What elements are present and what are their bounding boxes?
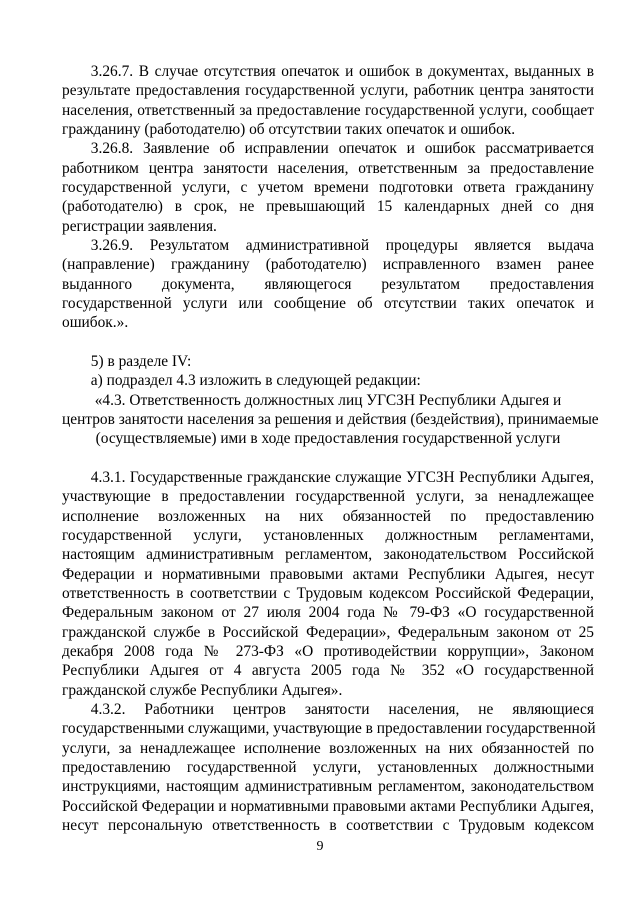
text-line: декабря 2008 года № 273-ФЗ «О противодействии коррупции», Законом (62, 642, 594, 660)
text-line: ответственность в соответствии с Трудовым кодексом Российской Федерации, (62, 584, 594, 602)
text-line: выданного документа, являющегося результатом предоставления (62, 275, 594, 293)
text-line: несут персональную ответственность в соответствии с Трудовым кодексом (62, 816, 594, 834)
text-line: предоставлению государственной услуги, установленных должностными (62, 758, 594, 776)
text-line: результате предоставления государственной услуги, работник центра занятости (62, 82, 594, 100)
text-line (62, 333, 594, 353)
page-number: 9 (316, 839, 324, 854)
text-line: 4.3.2. Работники центров занятости населения, не являющиеся (90, 700, 594, 718)
text-line: ошибок.». (62, 314, 129, 332)
text-line: центров занятости населения за решения и действия (бездействия), принимаемые (62, 410, 599, 428)
text-line: Российской Федерации и нормативными правовыми актами Республики Адыгея, (62, 797, 594, 815)
text-line: а) подраздел 4.3 изложить в следующей редакции: (90, 372, 421, 390)
text-line: гражданской службе Республики Адыгея». (62, 681, 343, 699)
text-line: гражданской службе в Российской Федерации», Федеральным законом от 25 (62, 623, 594, 641)
text-line: 4.3.1. Государственные гражданские служащие УГСЗН Республики Адыгея, (90, 468, 594, 486)
text-line: населения, ответственный за предоставление государственной услуги, сообщает (62, 101, 594, 119)
text-line (62, 449, 594, 469)
text-line: государственными служащими, участвующие в предоставлении государственной (62, 720, 596, 738)
text-line: 3.26.7. В случае отсутствия опечаток и ошибок в документах, выданных в (90, 63, 594, 80)
text-line: 3.26.8. Заявление об исправлении опечаток и ошибок рассматривается (90, 140, 594, 158)
text-line: регистрации заявления. (62, 217, 217, 235)
text-line: государственной услуги или сообщение об отсутствии таких опечаток и (62, 294, 594, 312)
text-line: участвующие в предоставлении государственной услуги, за ненадлежащее (62, 488, 594, 506)
text-line: исполнение возложенных на них обязанностей по предоставлению (62, 507, 594, 525)
text-line: 5) в разделе IV: (90, 352, 192, 370)
text-line: государственной услуги, установленных должностным регламентами, (62, 526, 594, 544)
text-line: (осуществляемые) ими в ходе предоставления государственной услуги (95, 430, 561, 448)
text-line: работником центра занятости населения, ответственным за предоставление (62, 159, 594, 177)
text-line: Республики Адыгея от 4 августа 2005 года № 352 «О государственной (62, 662, 594, 680)
text-line: инструкциями, настоящим административным регламентом, законодательством (62, 778, 594, 796)
text-line: 3.26.9. Результатом административной процедуры является выдача (90, 236, 594, 254)
text-line: настоящим административным регламентом, законодательством Российской (62, 546, 594, 564)
text-line: Федеральным законом от 27 июля 2004 года № 79-ФЗ «О государственной (62, 604, 594, 622)
text-line: Федерации и нормативными правовыми актами Республики Адыгея, несут (62, 565, 594, 583)
text-line: «4.3. Ответственность должностных лиц УГСЗН Республики Адыгея и (94, 391, 562, 409)
text-line: государственной услуги, с учетом времени подготовки ответа гражданину (62, 178, 594, 196)
text-line: (работодателю) в срок, не превышающий 15 календарных дней со дня (62, 198, 594, 216)
text-line: гражданину (работодателю) об отсутствии таких опечаток и ошибок. (62, 120, 516, 138)
text-line: (направление) гражданину (работодателю) исправленного взамен ранее (62, 256, 594, 274)
text-line: услуги, за ненадлежащее исполнение возложенных на них обязанностей по (62, 739, 594, 757)
